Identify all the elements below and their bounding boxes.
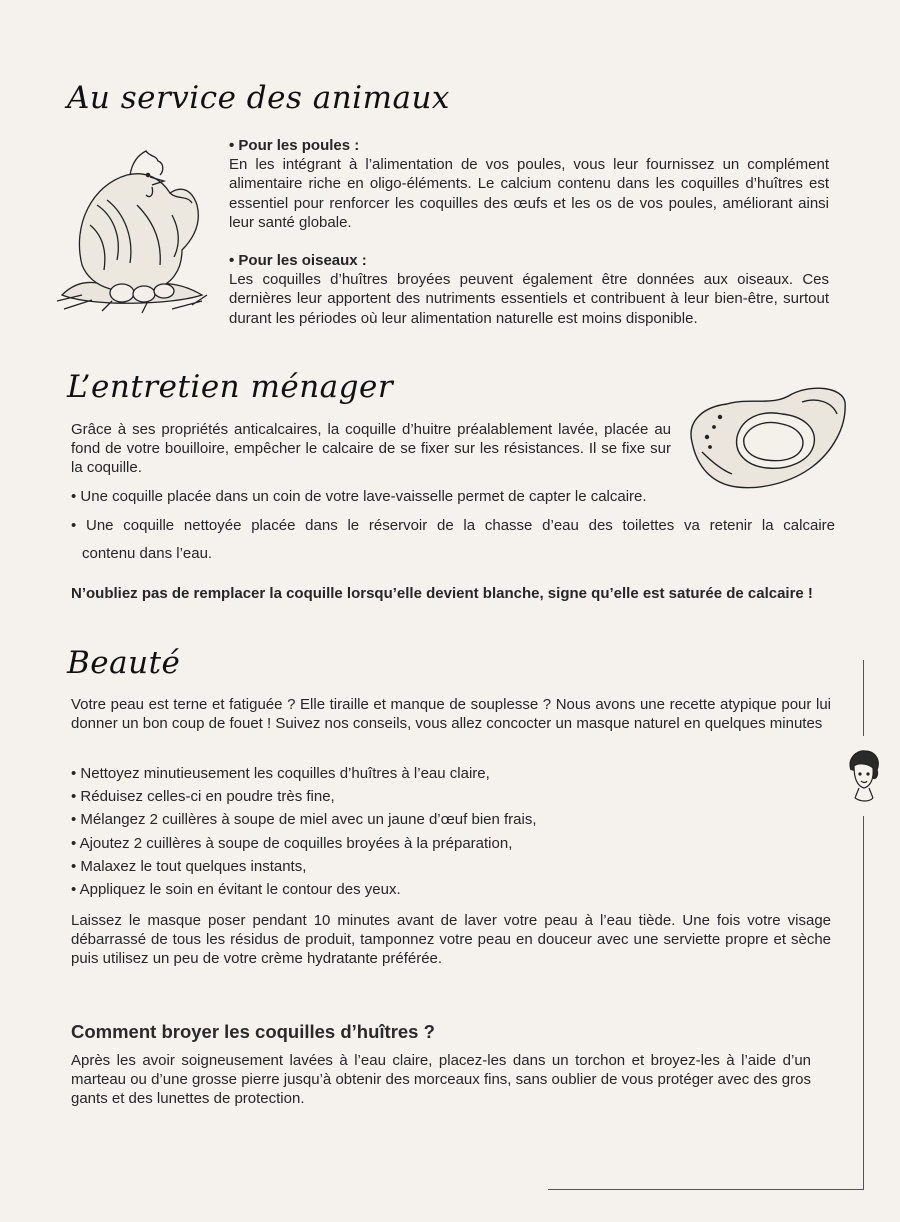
- section-title-menage: L’entretien ménager: [67, 369, 394, 405]
- poules-label: • Pour les poules :: [229, 137, 360, 154]
- beaute-conclusion: Laissez le masque poser pendant 10 minutes avant de laver votre peau à l’eau tiède. Une fois votre visage débarrassé de tous les résidus de produit, tamponnez votre peau en douceur avec une serviette propre et sèche puis utilisez un peu de votre crème hydratante préférée.: [71, 912, 831, 968]
- list-item: • Malaxez le tout quelques instants,: [71, 857, 307, 875]
- menage-bullet-2-cont: contenu dans l’eau.: [82, 545, 213, 562]
- frame-line-horizontal: [548, 1189, 864, 1190]
- menage-note: N’oubliez pas de remplacer la coquille lorsqu’elle devient blanche, signe qu’elle est saturée de calcaire !: [71, 585, 813, 602]
- frame-line-top: [863, 660, 864, 736]
- oyster-illustration: [682, 382, 848, 492]
- oiseaux-text: Les coquilles d’huîtres broyées peuvent également être données aux oiseaux. Ces dernières leur apportent des nutriments essentiels et contribuent à leur bien-être, surtout durant les périodes où leur alimentation naturelle est moins disponible.: [229, 271, 829, 327]
- menage-intro: Grâce à ses propriétés anticalcaires, la coquille d’huitre préalablement lavée, placée au fond de votre bouilloire, empêcher le calcaire de se fixer sur les résistances. Il se fixe sur la coquille.: [71, 421, 671, 477]
- section-title-animaux: Au service des animaux: [67, 80, 450, 116]
- animaux-content: [229, 136, 829, 328]
- list-item: • Mélangez 2 cuillères à soupe de miel avec un jaune d’œuf bien frais,: [71, 811, 537, 829]
- broyer-heading: Comment broyer les coquilles d’huîtres ?: [71, 1021, 435, 1042]
- woman-portrait-icon: [843, 748, 883, 806]
- menage-bullet-2: • Une coquille nettoyée placée dans le réservoir de la chasse d’eau des toilettes va retenir la calcaire: [71, 517, 835, 534]
- list-item: • Nettoyez minutieusement les coquilles d’huîtres à l’eau claire,: [71, 765, 490, 782]
- hen-illustration: [52, 145, 212, 317]
- frame-line-bottom: [863, 816, 864, 1190]
- beaute-intro: Votre peau est terne et fatiguée ? Elle tiraille et manque de souplesse ? Nous avons une recette atypique pour lui donner un bon coup de fouet ! Suivez nos conseils, vous allez concocter un masque naturel en quelques minutes: [71, 696, 831, 733]
- list-item: • Réduisez celles-ci en poudre très fine,: [71, 788, 335, 806]
- broyer-text: Après les avoir soigneusement lavées à l’eau claire, placez-les dans un torchon et broyez-les à l’aide d’un marteau ou d’une grosse pierre jusqu’à obtenir des morceaux fins, sans oublier de vous protéger avec des gros gants et des lunettes de protection.: [71, 1052, 811, 1108]
- list-item: • Appliquez le soin en évitant le contour des yeux.: [71, 881, 401, 899]
- poules-text: En les intégrant à l’alimentation de vos poules, vous leur fournissez un complément alimentaire riche en oligo-éléments. Le calcium contenu dans les coquilles d’huîtres est essentiel pour renforcer les coquilles des œufs et les os de vos poules, améliorant ainsi leur santé globale.: [229, 156, 829, 231]
- list-item: • Ajoutez 2 cuillères à soupe de coquilles broyées à la préparation,: [71, 834, 513, 852]
- section-title-beaute: Beauté: [67, 645, 181, 681]
- menage-bullet-1: • Une coquille placée dans un coin de votre lave-vaisselle permet de capter le calcaire.: [71, 488, 647, 505]
- beaute-steps: [71, 762, 831, 901]
- oiseaux-label: • Pour les oiseaux :: [229, 252, 367, 270]
